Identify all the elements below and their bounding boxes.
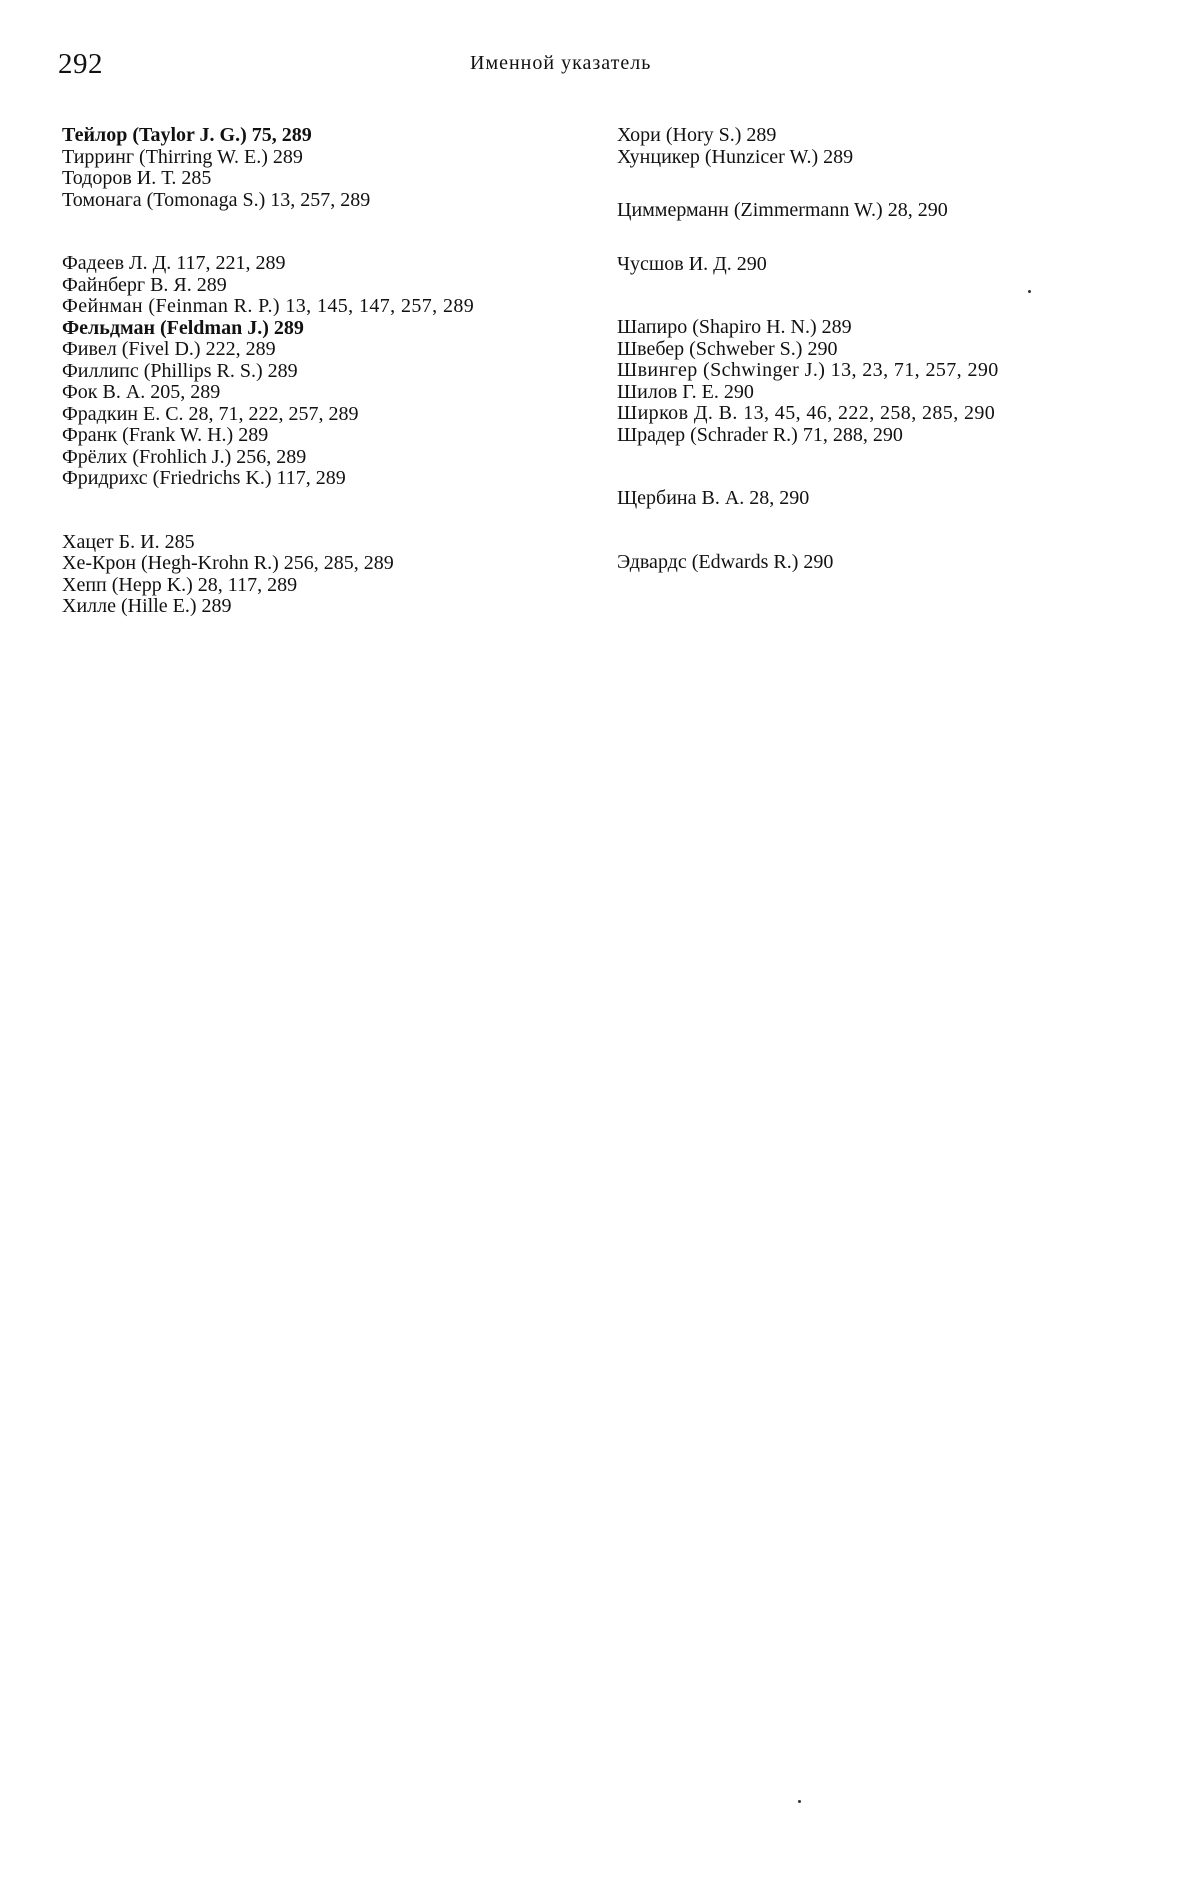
index-entry: Фрёлих (Frohlich J.) 256, 289 (62, 445, 307, 468)
index-entry: Чусшов И. Д. 290 (617, 252, 767, 275)
index-group-e (617, 552, 1137, 574)
index-entry: Фридрихс (Friedrichs K.) 117, 289 (62, 467, 346, 489)
index-entry: Филлипс (Phillips R. S.) 289 (62, 359, 298, 382)
index-entry: Хунцикер (Hunzicer W.) 289 (617, 145, 854, 168)
index-entry: Хори (Hory S.) 289 (617, 124, 777, 146)
index-entry: Шапиро (Shapiro H. N.) 289 (617, 316, 852, 338)
index-entry: Швебер (Schweber S.) 290 (617, 337, 838, 360)
index-entry: Хилле (Hille E.) 289 (62, 595, 232, 617)
index-entry: Циммерманн (Zimmermann W.) 28, 290 (617, 199, 948, 221)
index-entry: Тейлор (Taylor J. G.) 75, 289 (62, 124, 312, 146)
index-entry: Файнберг В. Я. 289 (62, 273, 227, 296)
index-group-shch (617, 488, 1137, 510)
index-entry: Фрадкин Е. С. 28, 71, 222, 257, 289 (62, 402, 359, 425)
index-column-left (62, 125, 582, 660)
index-entry: Шрадер (Schrader R.) 71, 288, 290 (617, 423, 903, 446)
index-entry: Тодоров И. Т. 285 (62, 167, 212, 189)
index-entry: Щербина В. А. 28, 290 (617, 487, 810, 509)
page-number: 292 (58, 48, 103, 80)
index-entry: Франк (Frank W. H.) 289 (62, 424, 269, 446)
running-title: Именной указатель (470, 52, 652, 74)
index-entry: Фок В. А. 205, 289 (62, 381, 221, 403)
index-group-ch (617, 254, 1137, 276)
index-entry: Шилов Г. Е. 290 (617, 380, 754, 403)
index-entry: Хе-Крон (Hegh-Krohn R.) 256, 285, 289 (62, 552, 394, 574)
index-group-h2 (617, 125, 1137, 168)
index-entry: Хацет Б. И. 285 (62, 530, 195, 553)
index-entry: Фивел (Fivel D.) 222, 289 (62, 338, 276, 360)
index-entry: Фейнман (Feinman R. P.) 13, 145, 147, 257, 289 (62, 295, 475, 317)
print-speck (798, 1800, 801, 1803)
index-entry: Ширков Д. В. 13, 45, 46, 222, 258, 285, 290 (617, 402, 996, 424)
index-group-t (62, 125, 582, 211)
index-entry: Швингер (Schwinger J.) 13, 23, 71, 257, 290 (617, 359, 999, 381)
index-entry: Тирринг (Thirring W. E.) 289 (62, 145, 303, 168)
index-group-sh (617, 317, 1137, 446)
index-entry: Фельдман (Feldman J.) 289 (62, 316, 304, 339)
index-entry: Фадеев Л. Д. 117, 221, 289 (62, 252, 286, 274)
print-speck (1028, 290, 1031, 293)
index-group-ts (617, 200, 1137, 222)
index-group-h (62, 532, 582, 618)
index-entry: Хепп (Hepp K.) 28, 117, 289 (62, 573, 298, 596)
index-column-right (617, 125, 1137, 615)
index-group-f (62, 253, 582, 490)
index-entry: Томонага (Tomonaga S.) 13, 257, 289 (62, 188, 371, 211)
index-entry: Эдвардс (Edwards R.) 290 (617, 550, 834, 573)
